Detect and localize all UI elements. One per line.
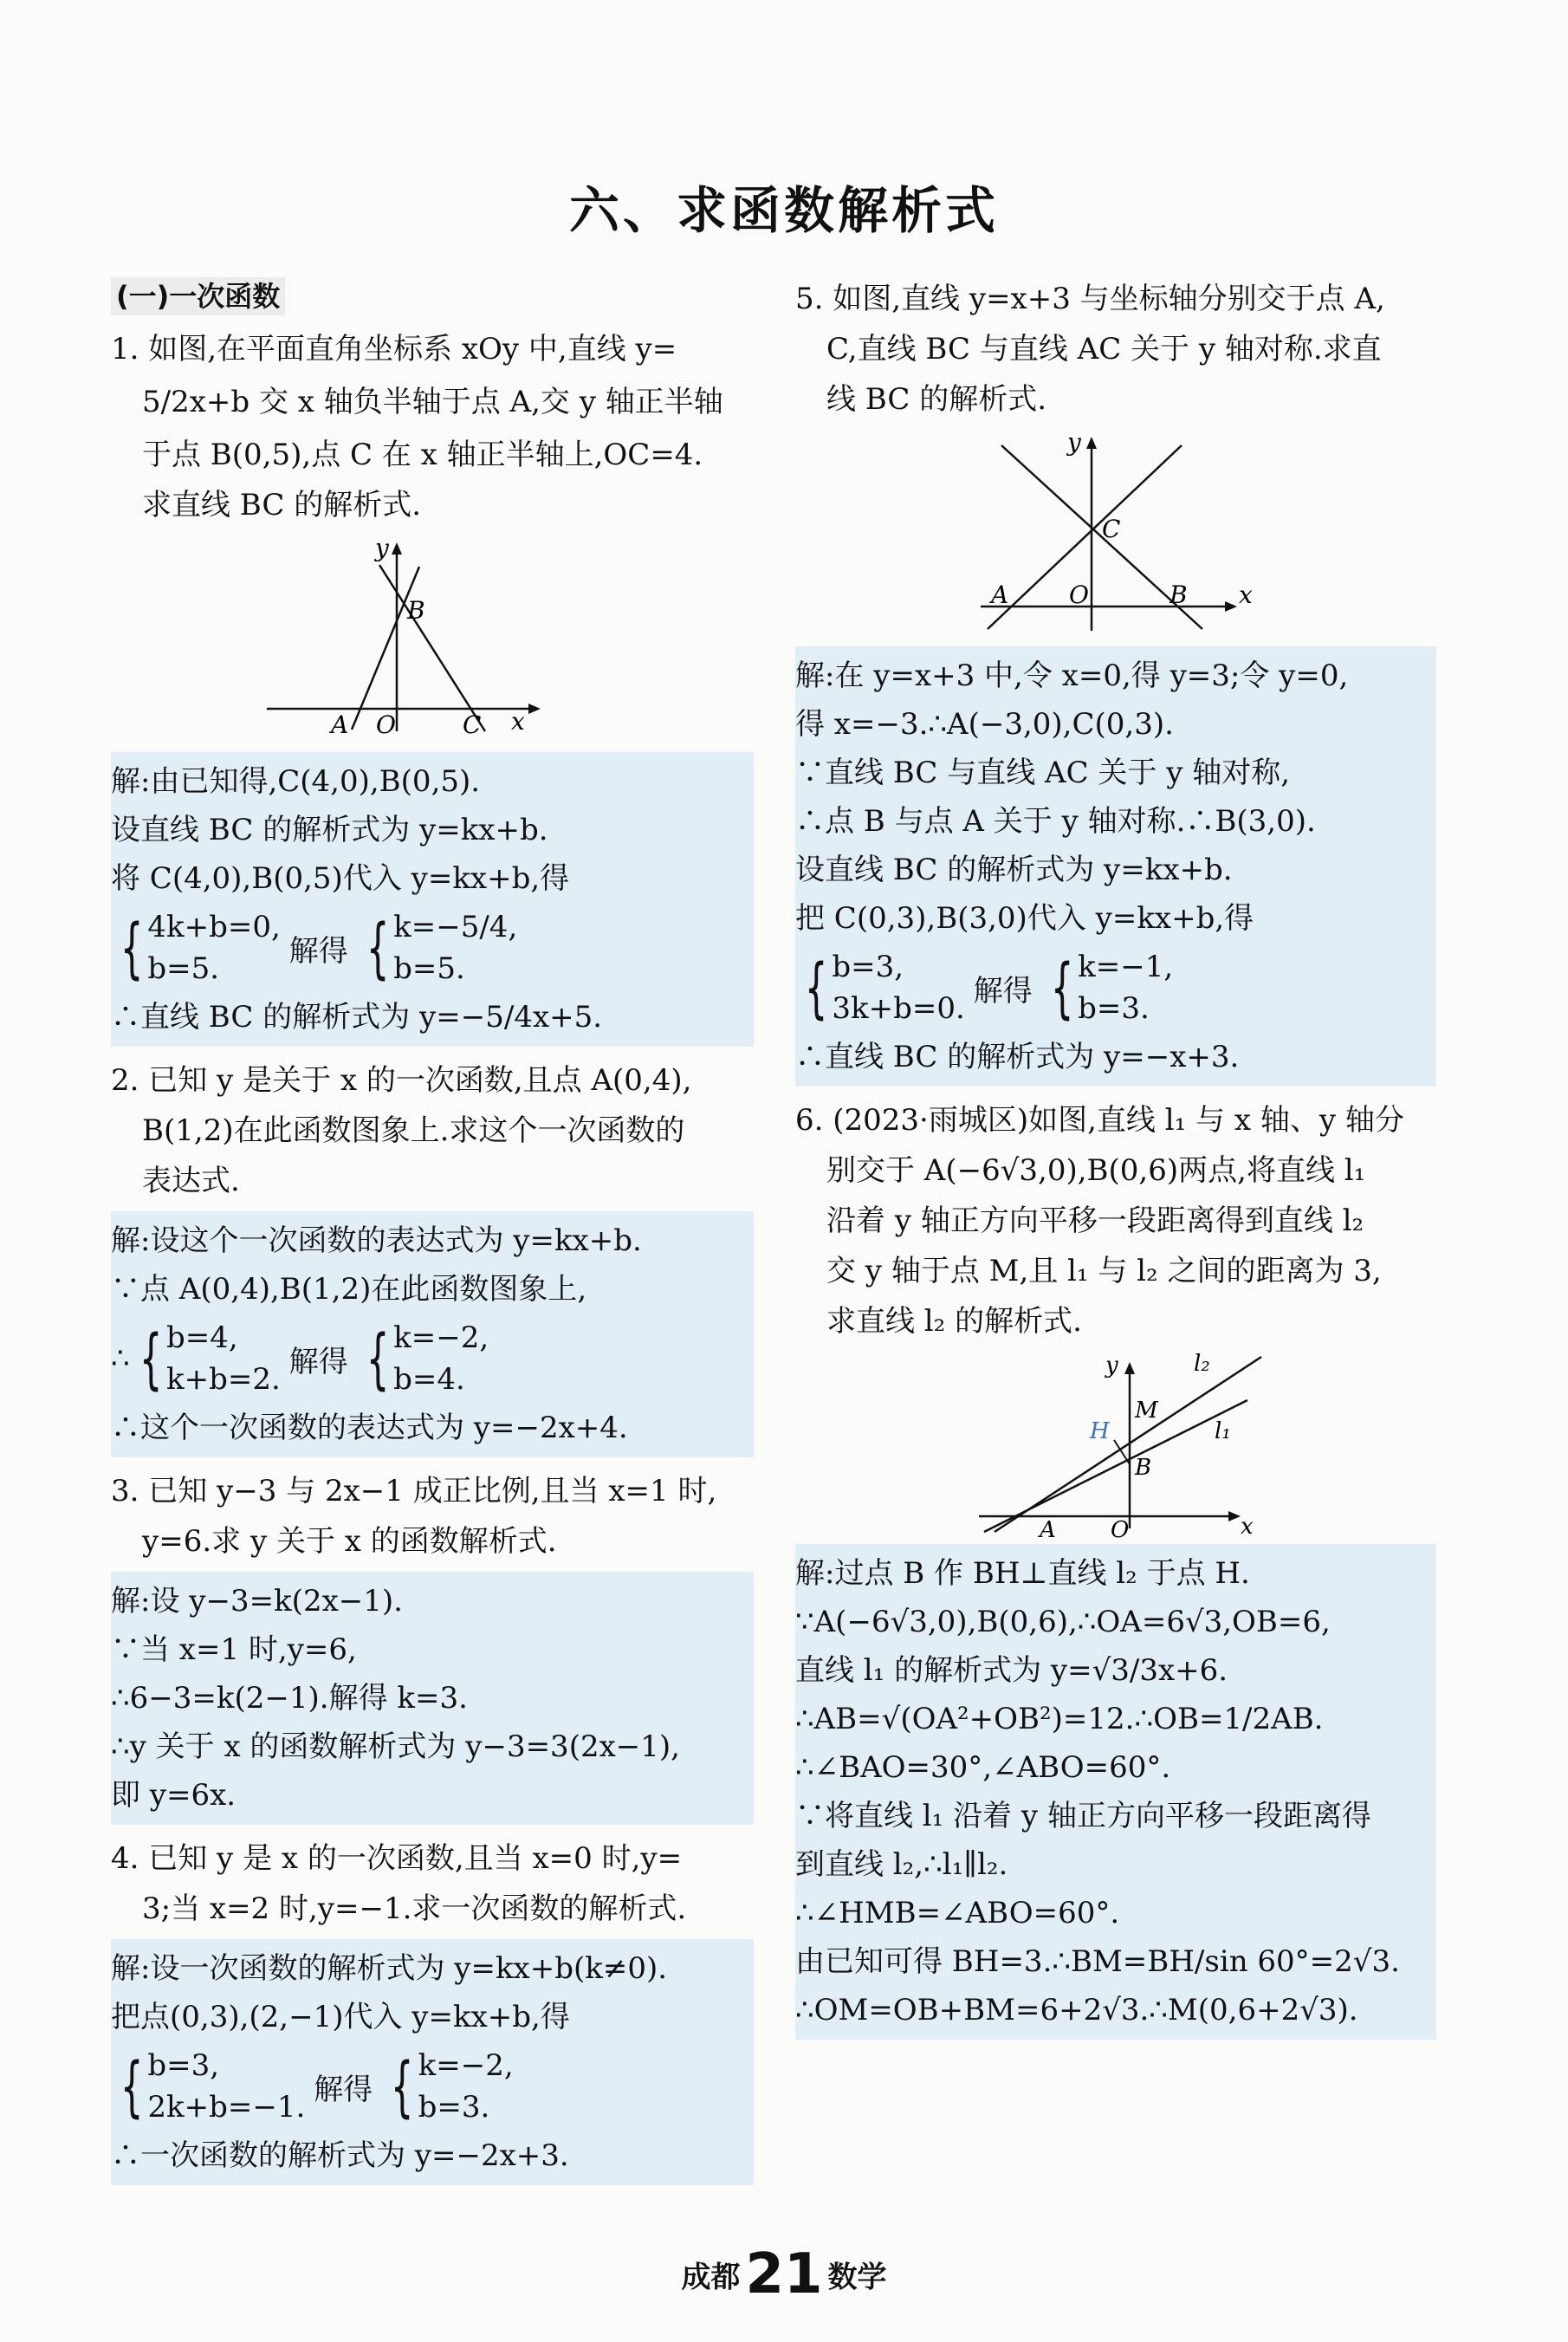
problem-2-line: 表达式. [142,1164,240,1198]
brace-icon: { [366,909,390,986]
fig5-label-A: A [991,581,1009,609]
problem-4-line: 4. 已知 y 是 x 的一次函数,且当 x=0 时,y= [111,1841,683,1876]
problem-2-line: B(1,2)在此函数图象上.求这个一次函数的 [142,1113,685,1148]
solution-line: 解:在 y=x+3 中,令 x=0,得 y=3;令 y=0, [795,658,1349,693]
solution-line: 把点(0,3),(2,−1)代入 y=kx+b,得 [111,2000,570,2034]
problem-6 [795,1095,1436,2040]
solution-line: ∴点 B 与点 A 关于 y 轴对称.∴B(3,0). [795,804,1316,839]
solution-5 [795,646,1436,1087]
solution-line: ∴直线 BC 的解析式为 y=−x+3. [795,1040,1240,1074]
system-row: b=5. [393,951,465,986]
therefore-symbol: ∴ [111,1341,130,1376]
solution-line: 解:设一次函数的解析式为 y=kx+b(k≠0). [111,1951,668,1986]
system-row: 2k+b=−1. [147,2090,306,2125]
solve-word: 解得 [288,1344,348,1379]
brace-icon: { [391,2047,414,2125]
fig6-label-H: H [1090,1418,1110,1444]
fig1-label-y: y [375,534,389,562]
equation-system [111,1317,754,1400]
footer-city: 成都 [681,2260,741,2295]
solve-word: 解得 [314,2072,373,2107]
system-row: b=3, [147,2048,220,2083]
problem-2 [111,1055,754,1457]
solution-2 [111,1211,754,1457]
system-row: k=−2, [418,2048,514,2083]
solution-4 [111,1939,754,2185]
solution-line: ∴OM=OB+BM=6+2√3.∴M(0,6+2√3). [795,1993,1358,2027]
problem-2-line: 2. 已知 y 是关于 x 的一次函数,且点 A(0,4), [111,1063,692,1098]
solution-line: ∴y 关于 x 的函数解析式为 y−3=3(2x−1), [111,1729,680,1764]
problem-5-line: C,直线 BC 与直线 AC 关于 y 轴对称.求直 [826,332,1382,367]
brace-icon: { [120,2047,144,2125]
problem-5-figure [795,425,1436,641]
system-row: k=−1, [1078,950,1174,984]
solution-line: 由已知可得 BH=3.∴BM=BH/sin 60°=2√3. [795,1944,1400,1979]
solution-line: 设直线 BC 的解析式为 y=kx+b. [795,853,1233,887]
fig6-label-A: A [1040,1517,1056,1539]
fig1-label-C: C [463,710,482,739]
fig5-label-C: C [1102,515,1121,543]
solution-line: ∴一次函数的解析式为 y=−2x+3. [111,2138,569,2173]
solution-3 [111,1572,754,1825]
system-row: b=3. [418,2090,490,2125]
solution-line: 解:过点 B 作 BH⊥直线 l₂ 于点 H. [795,1556,1250,1591]
solution-line: 把 C(0,3),B(3,0)代入 y=kx+b,得 [795,901,1254,936]
problem-1 [111,324,754,1047]
problem-6-line: 别交于 A(−6√3,0),B(0,6)两点,将直线 l₁ [826,1153,1366,1188]
brace-icon: { [804,949,828,1026]
solution-line: 即 y=6x. [111,1778,236,1813]
solution-line: ∴这个一次函数的表达式为 y=−2x+4. [111,1411,628,1445]
solution-line: 解:设 y−3=k(2x−1). [111,1584,403,1619]
left-column [111,274,754,2194]
solution-1 [111,752,754,1047]
solution-line: 到直线 l₂,∴l₁∥l₂. [795,1847,1008,1882]
system-row: b=3. [1078,991,1150,1026]
solution-line: ∴∠BAO=30°,∠ABO=60°. [795,1750,1171,1785]
problem-6-line: 求直线 l₂ 的解析式. [826,1304,1082,1339]
equation-system [111,2045,754,2128]
page-number: 21 [745,2242,823,2306]
problem-3 [111,1466,754,1825]
solution-line: ∵将直线 l₁ 沿着 y 轴正方向平移一段距离得 [795,1799,1371,1833]
equation-system [111,906,754,989]
solution-line: ∴6−3=k(2−1).解得 k=3. [111,1681,468,1716]
system-row: k=−2, [393,1320,489,1355]
solve-word: 解得 [973,973,1033,1009]
system-row: 4k+b=0, [147,910,281,944]
system-row: k=−5/4, [393,910,518,944]
problem-1-figure [111,530,754,747]
solution-line: ∵当 x=1 时,y=6, [111,1632,357,1667]
fig6-label-l1: l₁ [1215,1418,1231,1444]
problem-5-line: 线 BC 的解析式. [826,382,1047,417]
solution-line: 解:由已知得,C(4,0),B(0,5). [111,764,481,799]
solution-line: ∵A(−6√3,0),B(0,6),∴OA=6√3,OB=6, [795,1605,1331,1639]
right-column [795,274,1436,2048]
brace-icon: { [120,909,144,986]
page-title: 六、求函数解析式 [568,181,999,240]
problem-3-line: 3. 已知 y−3 与 2x−1 成正比例,且当 x=1 时, [111,1474,717,1508]
problem-1-line: 1. 如图,在平面直角坐标系 xOy 中,直线 y= [111,332,677,367]
fig5-label-y: y [1067,428,1081,457]
problem-4 [111,1833,754,2185]
solution-line: 直线 l₁ 的解析式为 y=√3/3x+6. [795,1653,1228,1688]
solution-line: ∴∠HMB=∠ABO=60°. [795,1896,1120,1930]
fig6-label-x: x [1241,1514,1254,1539]
system-row: b=4. [393,1362,465,1397]
fig6-label-l2: l₂ [1194,1351,1210,1377]
solution-6 [795,1544,1436,2040]
fig6-label-M: M [1135,1398,1158,1424]
problem-6-line: 交 y 轴于点 M,且 l₁ 与 l₂ 之间的距离为 3, [826,1254,1382,1288]
problem-1-line: 求直线 BC 的解析式. [142,488,422,522]
system-row: k+b=2. [166,1362,281,1397]
fig1-label-x: x [511,707,525,736]
problem-3-line: y=6.求 y 关于 x 的函数解析式. [142,1524,557,1559]
fig5-label-B: B [1170,581,1188,609]
fig5-label-x: x [1239,581,1253,609]
brace-icon: { [1050,949,1074,1026]
footer-subject: 数学 [827,2260,887,2295]
system-row: b=5. [147,951,220,986]
fig1-label-O: O [376,710,396,739]
solution-line: 得 x=−3.∴A(−3,0),C(0,3). [795,707,1174,742]
problem-4-line: 3;当 x=2 时,y=−1.求一次函数的解析式. [142,1891,687,1926]
problem-6-line: 沿着 y 轴正方向平移一段距离得到直线 l₂ [826,1203,1364,1238]
solution-line: ∵直线 BC 与直线 AC 关于 y 轴对称, [795,756,1291,790]
fig1-label-B: B [407,596,425,625]
brace-icon: { [139,1320,163,1397]
system-row: b=3, [832,950,904,984]
equation-system [795,946,1436,1029]
fig6-label-y: y [1105,1353,1118,1379]
system-row: b=4, [166,1320,238,1355]
system-row: 3k+b=0. [832,991,965,1026]
brace-icon: { [366,1320,390,1397]
fig6-label-O: O [1111,1517,1130,1539]
fig5-label-O: O [1069,581,1089,609]
problem-1-line: 5/2x+b 交 x 轴负半轴于点 A,交 y 轴正半轴 [142,385,723,419]
solution-line: ∴AB=√(OA²+OB²)=12.∴OB=1/2AB. [795,1702,1324,1736]
section-heading: (一)一次函数 [111,277,285,315]
problem-6-figure [795,1346,1436,1539]
page-footer [0,2242,1568,2306]
fig1-label-A: A [331,710,349,739]
problem-5-line: 5. 如图,直线 y=x+3 与坐标轴分别交于点 A, [795,282,1385,316]
fig6-label-B: B [1135,1455,1152,1481]
problem-1-line: 于点 B(0,5),点 C 在 x 轴正半轴上,OC=4. [142,438,703,472]
solve-word: 解得 [288,933,348,969]
solution-line: 将 C(4,0),B(0,5)代入 y=kx+b,得 [111,861,570,896]
problem-6-line: 6. (2023·雨城区)如图,直线 l₁ 与 x 轴、y 轴分 [795,1103,1404,1138]
solution-line: ∴直线 BC 的解析式为 y=−5/4x+5. [111,1000,603,1035]
solution-line: 解:设这个一次函数的表达式为 y=kx+b. [111,1223,642,1258]
problem-5 [795,274,1436,1087]
solution-line: 设直线 BC 的解析式为 y=kx+b. [111,813,548,847]
solution-line: ∵点 A(0,4),B(1,2)在此函数图象上, [111,1272,587,1307]
